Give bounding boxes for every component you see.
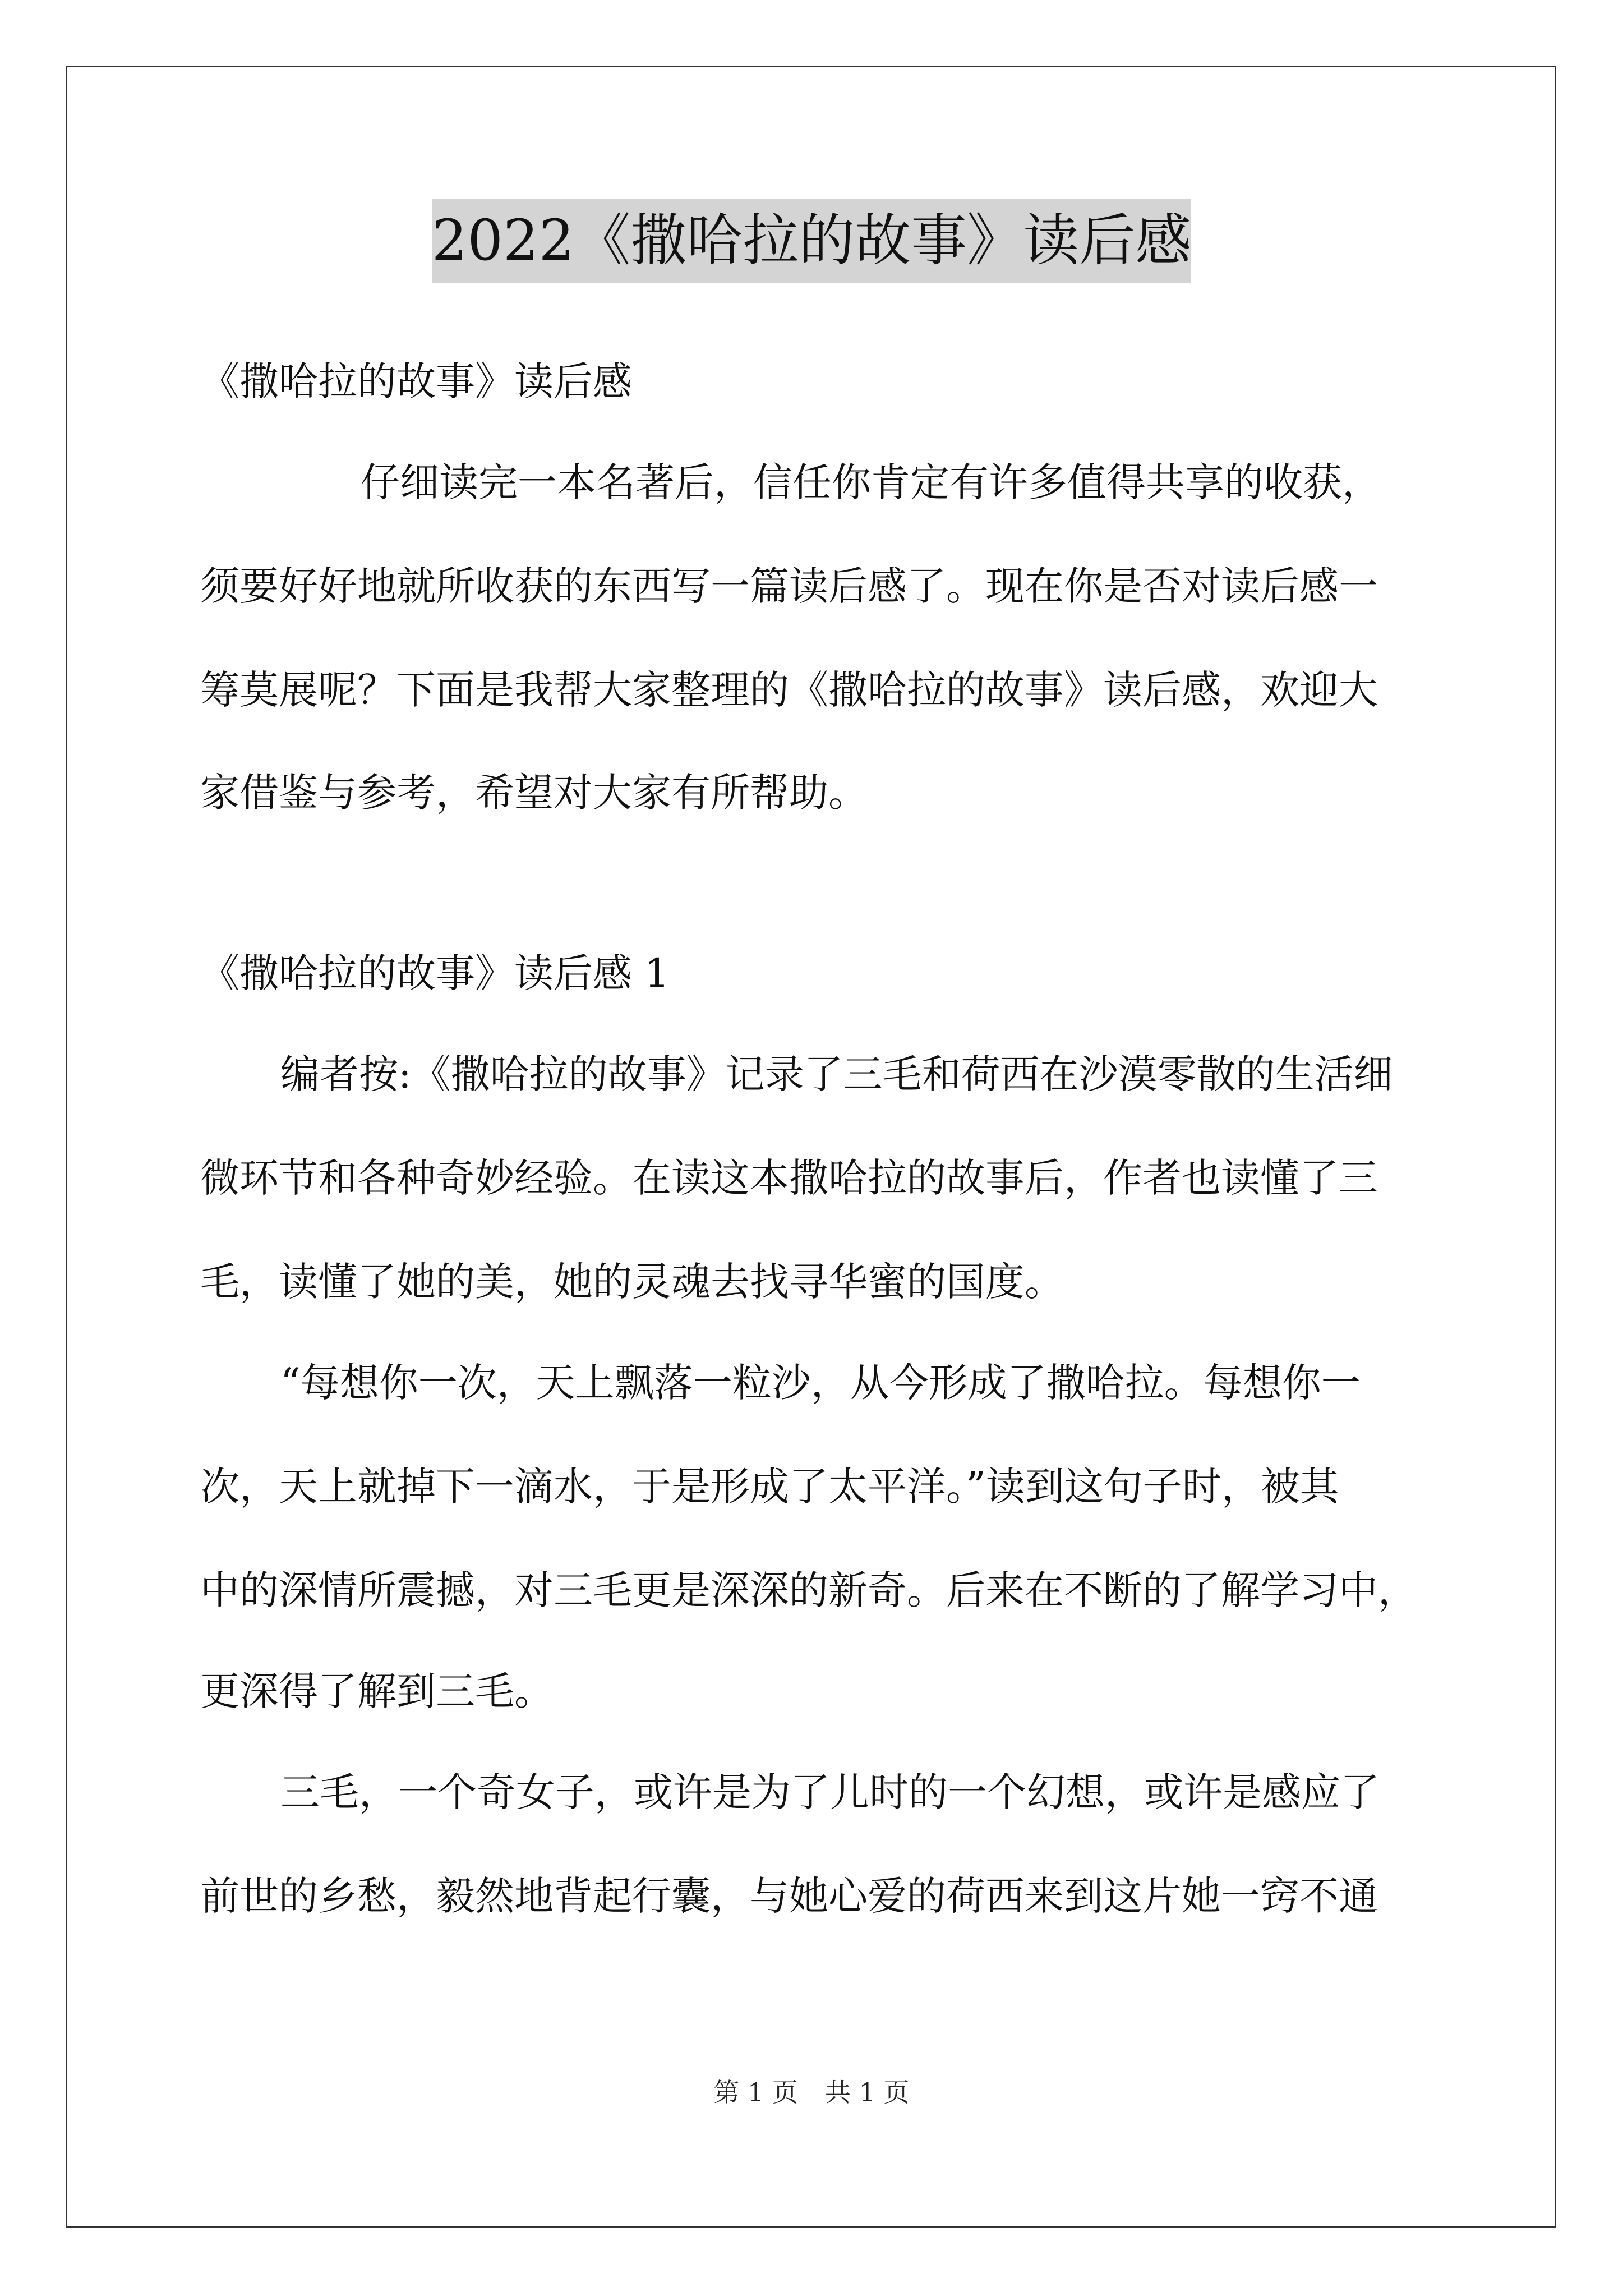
page-number-current: 第 1 页 (713, 2077, 798, 2108)
paragraph3-line-2: 前世的乡愁，毅然地背起行囊，与她心爱的荷西来到这片她一窍不通 (200, 1873, 1378, 1919)
page-footer (0, 2076, 1623, 2109)
intro-line-1: 仔细读完一本名著后，信任你肯定有许多值得共享的收获， (361, 459, 1381, 505)
intro-heading: 《撒哈拉的故事》读后感 (200, 358, 632, 404)
paragraph2-line-1: “每想你一次，天上飘落一粒沙，从今形成了撒哈拉。每想你一 (280, 1360, 1361, 1406)
page-number-total: 共 1 页 (825, 2077, 910, 2108)
intro-line-4: 家借鉴与参考，希望对大家有所帮助。 (200, 770, 868, 816)
paragraph2-line-3: 中的深情所震撼，对三毛更是深深的新奇。后来在不断的了解学习中， (200, 1567, 1417, 1613)
paragraph2-line-2: 次，天上就掉下一滴水，于是形成了太平洋。”读到这句子时，被其 (200, 1464, 1339, 1510)
intro-line-2: 须要好好地就所收获的东西写一篇读后感了。现在你是否对读后感一 (200, 563, 1378, 609)
section-heading: 《撒哈拉的故事》读后感 1 (200, 950, 670, 996)
paragraph1-line-1: 编者按:《撒哈拉的故事》记录了三毛和荷西在沙漠零散的生活细 (280, 1051, 1393, 1097)
paragraph2-line-4: 更深得了解到三毛。 (200, 1668, 554, 1714)
paragraph1-line-2: 微环节和各种奇妙经验。在读这本撒哈拉的故事后，作者也读懂了三 (200, 1155, 1378, 1201)
title-container (0, 199, 1623, 283)
paragraph1-line-3: 毛，读懂了她的美，她的灵魂去找寻华蜜的国度。 (200, 1259, 1064, 1305)
intro-line-3: 筹莫展呢？下面是我帮大家整理的《撒哈拉的故事》读后感，欢迎大 (200, 667, 1378, 713)
document-title: 2022《撒哈拉的故事》读后感 (432, 199, 1192, 283)
paragraph3-line-1: 三毛，一个奇女子，或许是为了儿时的一个幻想，或许是感应了 (280, 1769, 1380, 1815)
